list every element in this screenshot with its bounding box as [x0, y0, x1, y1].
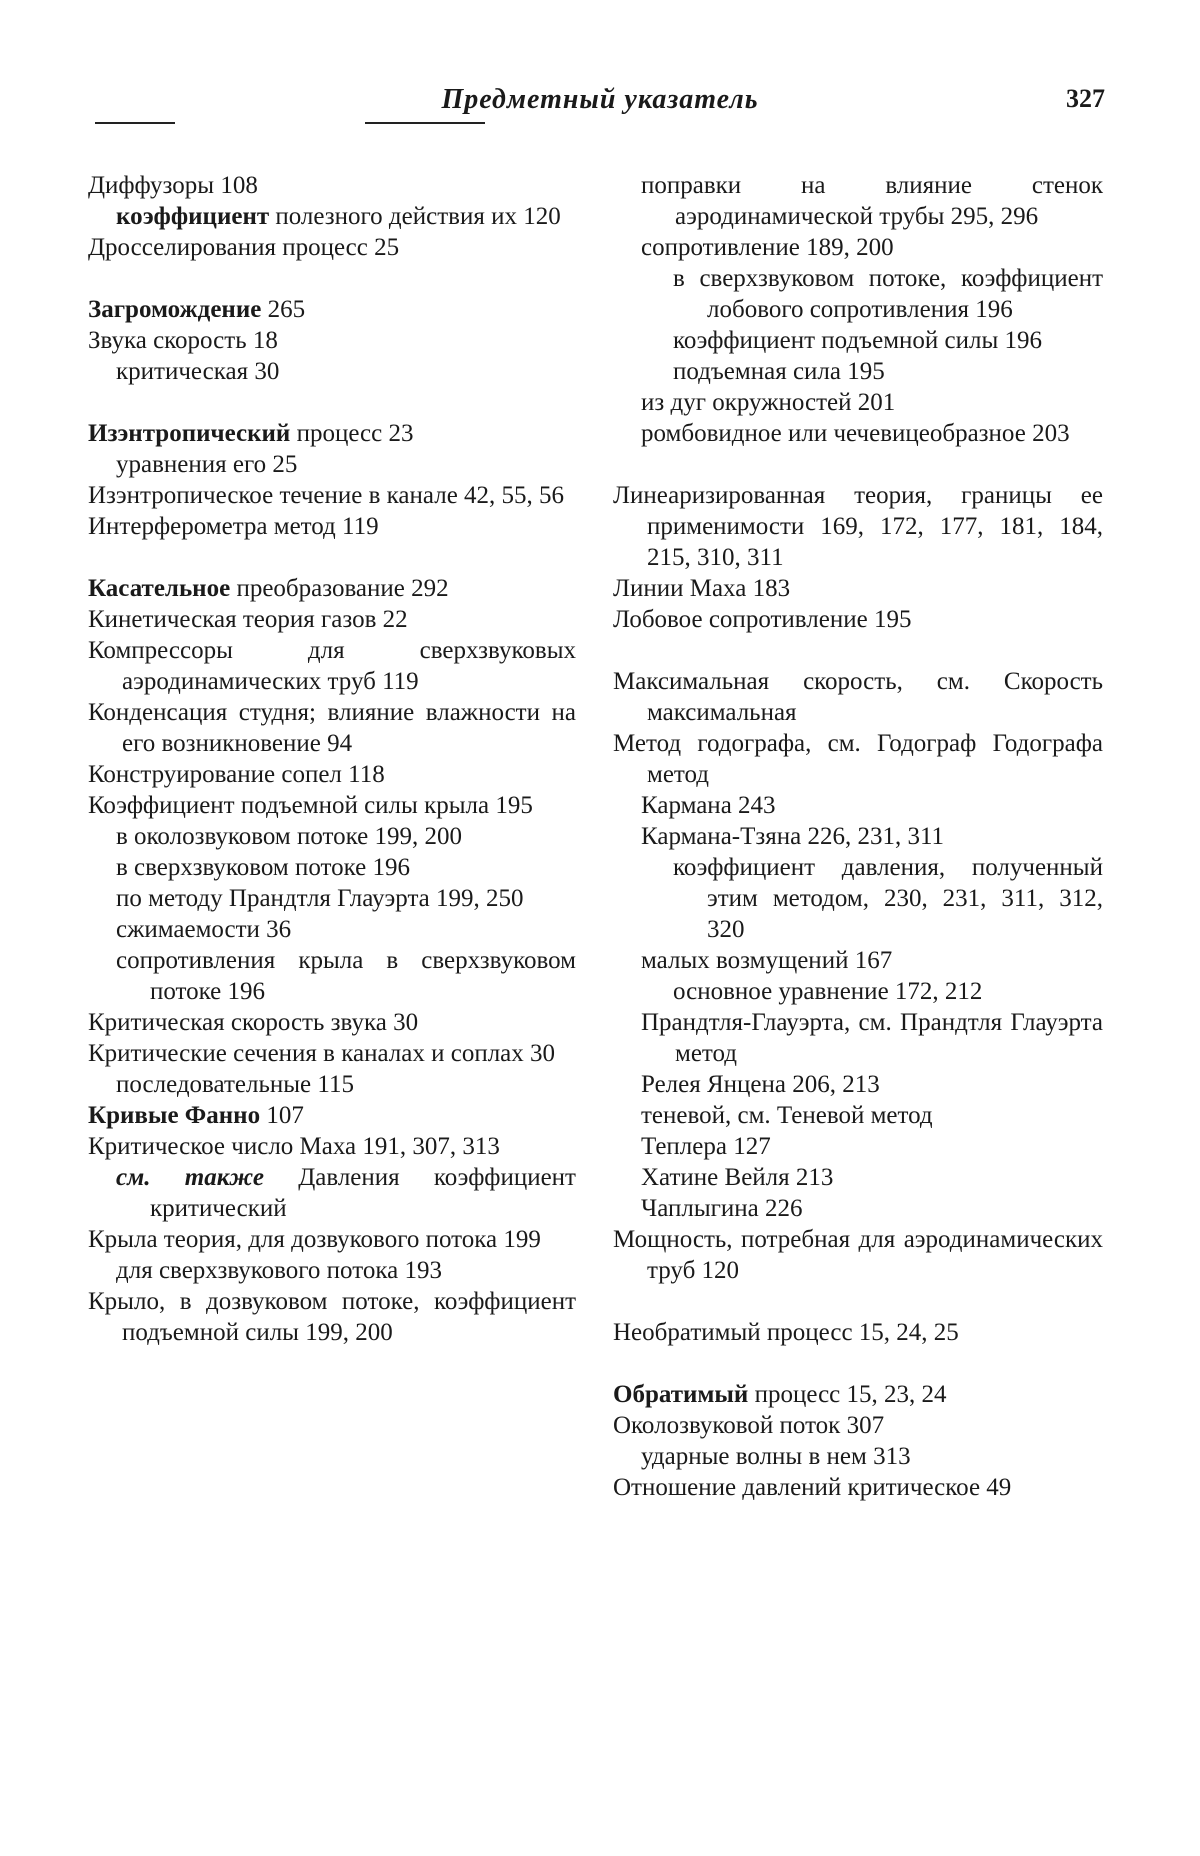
index-subentry	[88, 449, 576, 480]
entry-text: Околозвуковой поток 307	[613, 1412, 885, 1439]
section-gap	[613, 1286, 1103, 1317]
entry-text: Кармана-Тзяна 226, 231, 311	[641, 823, 945, 850]
entry-text: в сверхзвуковом потоке 196	[116, 854, 411, 881]
entry-text: Изэнтропическое течение в канале 42, 55, 56	[88, 482, 565, 509]
entry-text: процесс 15, 23, 24	[748, 1381, 947, 1408]
index-entry	[88, 1131, 576, 1162]
index-subentry	[88, 1162, 576, 1224]
entry-text: в околозвуковом потоке 199, 200	[116, 823, 463, 850]
cross-reference: см. также	[116, 1164, 264, 1191]
entry-text: Лобовое сопротивление 195	[613, 606, 912, 633]
index-subentry	[88, 201, 576, 232]
section-gap	[88, 542, 576, 573]
index-subentry	[613, 790, 1103, 821]
index-entry	[613, 666, 1103, 728]
header-rule	[365, 122, 485, 124]
entry-text: для сверхзвукового потока 193	[116, 1257, 442, 1284]
index-entry	[88, 418, 576, 449]
index-entry	[88, 1224, 576, 1255]
entry-text: ромбовидное или чечевицеобразное 203	[641, 420, 1070, 447]
entry-keyword: Изэнтропический	[88, 420, 291, 447]
page-header	[95, 78, 1105, 128]
entry-text: 265	[261, 296, 306, 323]
header-rule	[95, 122, 175, 124]
entry-text: Кинетическая теория газов 22	[88, 606, 408, 633]
entry-keyword: Обратимый	[613, 1381, 749, 1408]
index-subentry	[613, 263, 1103, 325]
entry-text: Чаплыгина 226	[641, 1195, 803, 1222]
running-title: Предметный указатель	[441, 84, 759, 115]
entry-text: основное уравнение 172, 212	[673, 978, 983, 1005]
index-entry	[88, 1100, 576, 1131]
index-entry	[613, 728, 1103, 790]
index-subentry	[613, 976, 1103, 1007]
entry-text: подъемная сила 195	[673, 358, 885, 385]
entry-text: критическая 30	[116, 358, 280, 385]
entry-text: Мощность, потребная для аэродинамических труб 120	[613, 1226, 1103, 1284]
index-subentry	[613, 1007, 1103, 1069]
entry-text: ударные волны в нем 313	[641, 1443, 911, 1470]
entry-text: Конденсация студня; влияние влажности на его возникновение 94	[88, 699, 576, 757]
entry-text: Прандтля-Глауэрта, см. Прандтля Глауэрта метод	[641, 1009, 1103, 1067]
entry-text: малых возмущений 167	[641, 947, 893, 974]
index-subentry	[613, 945, 1103, 976]
index-entry	[88, 170, 576, 201]
entry-text: Звука скорость 18	[88, 327, 278, 354]
entry-text: процесс 23	[290, 420, 414, 447]
index-entry	[88, 1038, 576, 1069]
entry-text: Коэффициент подъемной силы крыла 195	[88, 792, 533, 819]
entry-text: Линии Маха 183	[613, 575, 791, 602]
section-gap	[613, 449, 1103, 480]
index-entry	[613, 573, 1103, 604]
entry-text: сопротивление 189, 200	[641, 234, 894, 261]
entry-keyword: Кривые Фанно	[88, 1102, 261, 1129]
index-subentry	[613, 1069, 1103, 1100]
entry-keyword: коэффициент	[116, 203, 270, 230]
index-subentry	[613, 325, 1103, 356]
index-subentry	[88, 852, 576, 883]
index-entry	[613, 604, 1103, 635]
index-subentry	[613, 1193, 1103, 1224]
entry-text: Максимальная скорость, см. Скорость максимальная	[613, 668, 1103, 726]
entry-text: Кармана 243	[641, 792, 776, 819]
index-entry	[88, 511, 576, 542]
entry-keyword: Загромождение	[88, 296, 262, 323]
index-subentry	[613, 1131, 1103, 1162]
entry-text: поправки на влияние стенок аэродинамической трубы 295, 296	[641, 172, 1103, 230]
entry-text: последовательные 115	[116, 1071, 354, 1098]
index-subentry	[613, 1162, 1103, 1193]
entry-keyword: Касательное	[88, 575, 231, 602]
index-entry	[88, 294, 576, 325]
entry-text: Критическая скорость звука 30	[88, 1009, 419, 1036]
entry-text: полезного действия их 120	[269, 203, 561, 230]
index-entry	[88, 604, 576, 635]
index-subentry	[88, 821, 576, 852]
entry-text: Компрессоры для сверхзвуковых аэродинамических труб 119	[88, 637, 576, 695]
index-subentry	[88, 1255, 576, 1286]
entry-text: Дросселирования процесс 25	[88, 234, 400, 261]
index-subentry	[613, 170, 1103, 232]
entry-text: уравнения его 25	[116, 451, 298, 478]
entry-text: Хатине Вейля 213	[641, 1164, 834, 1191]
entry-text: Критические сечения в каналах и соплах 30	[88, 1040, 556, 1067]
index-entry	[613, 1379, 1103, 1410]
index-subentry	[613, 852, 1103, 945]
index-subentry	[613, 387, 1103, 418]
index-entry	[613, 1224, 1103, 1286]
entry-text: коэффициент давления, полученный этим методом, 230, 231, 311, 312, 320	[673, 854, 1103, 943]
index-entry	[88, 759, 576, 790]
entry-text: 107	[260, 1102, 304, 1129]
index-entry	[88, 232, 576, 263]
entry-text: Теплера 127	[641, 1133, 771, 1160]
entry-text: теневой, см. Теневой метод	[641, 1102, 933, 1129]
index-subentry	[613, 232, 1103, 263]
index-entry	[88, 635, 576, 697]
index-entry	[88, 697, 576, 759]
page-number: 327	[1066, 84, 1105, 113]
index-subentry	[613, 1100, 1103, 1131]
entry-text: Интерферометра метод 119	[88, 513, 379, 540]
section-gap	[88, 263, 576, 294]
entry-text: Давления коэффициент критический	[150, 1164, 576, 1222]
index-subentry	[88, 883, 576, 914]
entry-text: Линеаризированная теория, границы ее применимости 169, 172, 177, 181, 184, 215, 310, 311	[613, 482, 1103, 571]
index-column-left	[88, 170, 576, 1348]
entry-text: Релея Янцена 206, 213	[641, 1071, 880, 1098]
entry-text: из дуг окружностей 201	[641, 389, 896, 416]
index-entry	[88, 790, 576, 821]
entry-text: Диффузоры 108	[88, 172, 258, 199]
entry-text: Отношение давлений критическое 49	[613, 1474, 1012, 1501]
entry-text: в сверхзвуковом потоке, коэффициент лобового сопротивления 196	[673, 265, 1103, 323]
index-subentry	[613, 418, 1103, 449]
index-entry	[88, 573, 576, 604]
index-subentry	[88, 356, 576, 387]
entry-text: сжимаемости 36	[116, 916, 292, 943]
section-gap	[88, 387, 576, 418]
index-subentry	[613, 821, 1103, 852]
entry-text: Метод годографа, см. Годограф Годографа метод	[613, 730, 1103, 788]
index-entry	[88, 325, 576, 356]
entry-text: сопротивления крыла в сверхзвуковом потоке 196	[116, 947, 576, 1005]
index-subentry	[613, 356, 1103, 387]
index-entry	[613, 480, 1103, 573]
index-entry	[88, 1286, 576, 1348]
index-subentry	[88, 945, 576, 1007]
index-entry	[613, 1317, 1103, 1348]
entry-text: Конструирование сопел 118	[88, 761, 385, 788]
index-entry	[88, 1007, 576, 1038]
index-entry	[88, 480, 576, 511]
entry-text: Крыло, в дозвуковом потоке, коэффициент подъемной силы 199, 200	[88, 1288, 576, 1346]
index-column-right	[613, 170, 1103, 1503]
index-subentry	[88, 1069, 576, 1100]
entry-text: по методу Прандтля Глауэрта 199, 250	[116, 885, 524, 912]
section-gap	[613, 635, 1103, 666]
section-gap	[613, 1348, 1103, 1379]
entry-text: Необратимый процесс 15, 24, 25	[613, 1319, 959, 1346]
index-entry	[613, 1410, 1103, 1441]
entry-text: преобразование 292	[230, 575, 449, 602]
entry-text: коэффициент подъемной силы 196	[673, 327, 1043, 354]
entry-text: Критическое число Маха 191, 307, 313	[88, 1133, 500, 1160]
entry-text: Крыла теория, для дозвукового потока 199	[88, 1226, 541, 1253]
index-subentry	[88, 914, 576, 945]
index-subentry	[613, 1441, 1103, 1472]
index-entry	[613, 1472, 1103, 1503]
